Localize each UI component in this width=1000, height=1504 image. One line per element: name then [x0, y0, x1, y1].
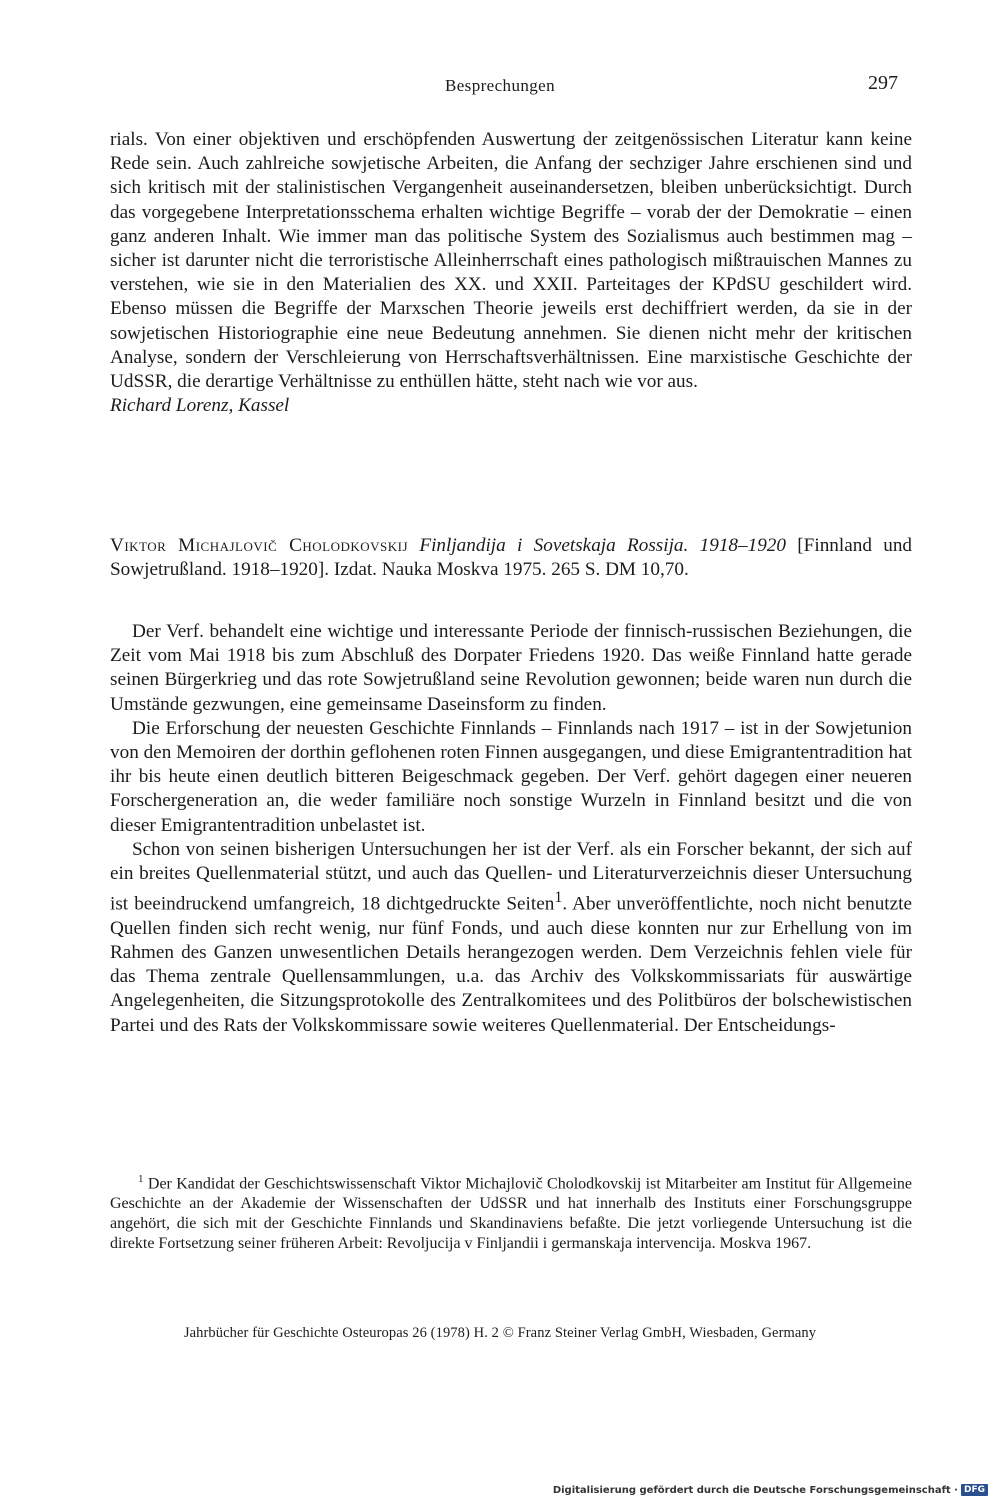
running-head: Besprechungen [445, 76, 555, 95]
review-2-body [110, 620, 912, 1038]
footnote-text: Der Kandidat der Geschichtswissenschaft Viktor Michajlovič Cholodkovskij ist Mitarbeiter am Institut für Allgemeine Geschichte an der Akademie der Wissenschaften der UdSSR und hat innerhalb des Instituts einer Forschungsgruppe angehört, die sich mit der Geschichte Finnlands und Skandinaviens befaßte. Die jetzt vorliegende Untersuchung ist die direkte Fortsetzung seiner früheren Arbeit: Revoljucija v Finljandii i germanskaja intervencija. Moskva 1967. [110, 1175, 912, 1252]
bibliographic-reference [110, 534, 912, 582]
review-2-paragraph-1: Der Verf. behandelt eine wichtige und interessante Periode der finnisch-russischen Beziehungen, die Zeit vom Mai 1918 bis zum Abschluß des Dorpater Friedens 1920. Das weiße Finnland hatte gerade seinen Bürgerkrieg und das rote Sowjetrußland seine Revolution gewonnen; beide waren nun durch die Umstände gezwungen, eine gemeinsame Daseinsform zu finden. [110, 621, 912, 715]
review-1-signature: Richard Lorenz, Kassel [110, 395, 290, 417]
footnote-marker: 1 [138, 1173, 144, 1185]
footnote-reference: 1 [554, 889, 563, 907]
reference-title: Finljandija i Sovetskaja Rossija. 1918–1920 [419, 535, 786, 556]
review-1 [110, 128, 912, 418]
review-1-paragraph: rials. Von einer objektiven und erschöpfenden Auswertung der zeitgenössischen Literatur kann keine Rede sein. Auch zahlreiche sowjetische Arbeiten, die Anfang der sechziger Jahre erschienen sind und sich kritisch mit der stalinistischen Vergangenheit auseinandersetzen, bleiben unberücksichtigt. Durch das vorgegebene Interpretationsschema erhalten wichtige Begriffe – vorab der der Demokratie – einen ganz anderen Inhalt. Wie immer man das politische System des Sozialismus auch bestimmen mag – sicher ist darunter nicht die terroristische Alleinherrschaft eines pathologisch mißtrauischen Mannes zu verstehen, wie sie in den Materialien des XX. und XXII. Parteitages der KPdSU geschildert wird. Ebenso müssen die Begriffe der Marxschen Theorie jeweils erst dechiffriert werden, da sie in der sowjetischen Historiographie eine neue Bedeutung annehmen. Sie dienen nicht mehr der kritischen Analyse, sondern der Verschleierung von Herrschaftsverhältnissen. Eine marxistische Geschichte der UdSSR, die derartige Verhältnisse zu enthüllen hätte, steht nach wie vor aus. [110, 129, 912, 393]
paragraph-3-part-1: Schon von seinen bisherigen Untersuchungen her ist der Verf. als ein Forscher bekannt, der sich auf ein breites Quellenmaterial stützt, und auch das Quellen- und Literaturverzeichnis dieser Untersuchung ist beeindruckend umfangreich, 18 dichtgedruckte Seiten [110, 838, 912, 915]
paragraph-3-part-2: . Aber unveröffentlichte, noch nicht benutzte Quellen finden sich recht wenig, nur fünf Fonds, und auch diese konnten nur zur Erhellung von im Rahmen des Ganzen unwesentlichen Details herangezogen werden. Dem Verzeichnis fehlen viele für das Thema zentrale Quellensammlungen, u.a. das Archiv des Volkskommissariats für auswärtige Angelegenheiten, die Sitzungsprotokolle des Zentralkomitees und des Politbüros der bolschewistischen Partei und des Rats der Volkskommissare sowie weiteres Quellenmaterial. Der Entscheidungs- [110, 893, 912, 1036]
digitization-text: Digitalisierung gefördert durch die Deutsche Forschungsgemeinschaft · [552, 1484, 958, 1496]
footnote-1 [110, 1170, 912, 1254]
review-2-paragraph-2: Die Erforschung der neuesten Geschichte Finnlands – Finnlands nach 1917 – ist in der Sowjetunion von den Memoiren der dorthin geflohenen roten Finnen ausgegangen, und diese Emigrantentradition hat ihr bis heute einen deutlich bitteren Beigeschmack gegeben. Der Verf. gehört dagegen einer neueren Forschergeneration an, die weder familiäre noch sonstige Wurzeln in Finnland besitzt und die von dieser Emigrantentradition unbelastet ist. [110, 717, 912, 836]
footnotes [110, 1170, 912, 1254]
reference-author: Viktor Michajlovič Cholodkovskij [110, 535, 409, 556]
review-2-paragraph-3 [110, 838, 912, 1038]
journal-citation: Jahrbücher für Geschichte Osteuropas 26 (1978) H. 2 © Franz Steiner Verlag GmbH, Wiesbaden, Germany [183, 1325, 817, 1341]
review-2-reference [110, 534, 912, 582]
dfg-logo-icon: DFG [961, 1484, 988, 1496]
digitization-notice [553, 1484, 988, 1496]
page-number: 297 [868, 72, 898, 94]
reference-details: [Finnland und Sowjetrußland. 1918–1920]. Izdat. Nauka Moskva 1975. 265 S. DM 10,70. [110, 535, 913, 581]
